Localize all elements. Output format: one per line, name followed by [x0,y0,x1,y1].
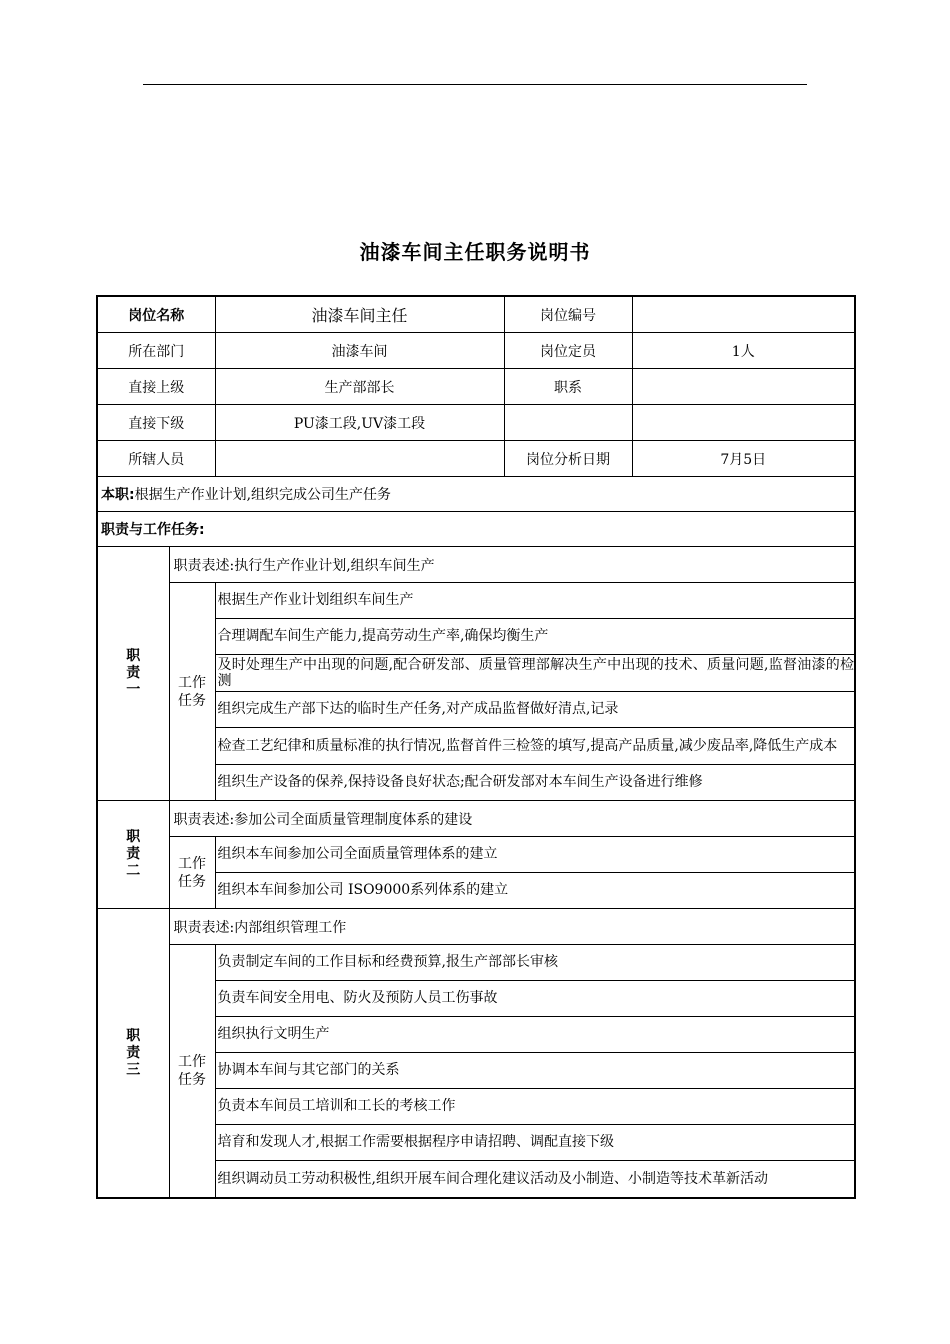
row-department [97,333,855,369]
job-family-value [632,369,855,405]
department-value: 油漆车间 [215,333,504,369]
duty-2-task-label: 工作任务 [169,837,215,909]
duty-3-description-row [97,909,855,945]
row-staff [97,441,855,477]
empty-cell [504,405,632,441]
duty-2-description: 职责表述:参加公司全面质量管理制度体系的建设 [169,801,855,837]
department-label: 所在部门 [97,333,215,369]
duties-header: 职责与工作任务: [97,512,855,547]
row-subordinate [97,405,855,441]
duty-3-task-label: 工作任务 [169,945,215,1199]
duty-2-description-row [97,801,855,837]
position-name-label: 岗位名称 [97,296,215,333]
empty-cell [632,405,855,441]
duty-2-task-row [97,837,855,873]
position-code-label: 岗位编号 [504,296,632,333]
staff-value [215,441,504,477]
headcount-value: 1人 [632,333,855,369]
analysis-date-value: 7月5日 [632,441,855,477]
row-superior [97,369,855,405]
duty-3-task: 组织执行文明生产 [215,1017,855,1053]
duty-3-task-row [97,945,855,981]
duty-1-description-row [97,547,855,583]
duty-1-task: 组织生产设备的保养,保持设备良好状态;配合研发部对本车间生产设备进行维修 [215,765,855,801]
duty-3-label: 职责三 [97,909,169,1199]
row-duties-header [97,512,855,547]
duty-2-task: 组织本车间参加公司全面质量管理体系的建立 [215,837,855,873]
duty-3-description: 职责表述:内部组织管理工作 [169,909,855,945]
duty-3-task: 培育和发现人才,根据工作需要根据程序申请招聘、调配直接下级 [215,1125,855,1161]
duty-1-task: 及时处理生产中出现的问题,配合研发部、质量管理部解决生产中出现的技术、质量问题,监督油漆的检测 [215,655,855,692]
core-duty-cell [97,477,855,512]
duty-2-task: 组织本车间参加公司 ISO9000系列体系的建立 [215,873,855,909]
duty-1-task: 组织完成生产部下达的临时生产任务,对产成品监督做好清点,记录 [215,692,855,728]
duty-2-label: 职责二 [97,801,169,909]
core-duty-text: 根据生产作业计划,组织完成公司生产任务 [134,487,392,503]
duty-3-task: 负责车间安全用电、防火及预防人员工伤事故 [215,981,855,1017]
duty-1-task-label: 工作任务 [169,583,215,801]
position-name-value: 油漆车间主任 [215,296,504,333]
duty-3-task: 负责制定车间的工作目标和经费预算,报生产部部长审核 [215,945,855,981]
job-family-label: 职系 [504,369,632,405]
staff-label: 所辖人员 [97,441,215,477]
duty-1-task: 合理调配车间生产能力,提高劳动生产率,确保均衡生产 [215,619,855,655]
headcount-label: 岗位定员 [504,333,632,369]
duty-1-task: 检查工艺纪律和质量标准的执行情况,监督首件三检签的填写,提高产品质量,减少废品率,降低生产成本 [215,728,855,765]
job-description-table [96,295,856,1199]
row-position-name [97,296,855,333]
duty-3-task: 协调本车间与其它部门的关系 [215,1053,855,1089]
subordinate-label: 直接下级 [97,405,215,441]
superior-value: 生产部部长 [215,369,504,405]
duty-1-label: 职责一 [97,547,169,801]
duty-3-task: 负责本车间员工培训和工长的考核工作 [215,1089,855,1125]
duty-1-task: 根据生产作业计划组织车间生产 [215,583,855,619]
document-title: 油漆车间主任职务说明书 [359,240,591,264]
core-duty-label: 本职: [101,487,135,503]
analysis-date-label: 岗位分析日期 [504,441,632,477]
position-code-value [632,296,855,333]
subordinate-value: PU漆工段,UV漆工段 [215,405,504,441]
row-core-duty [97,477,855,512]
duty-1-task-row [97,583,855,619]
duty-1-description: 职责表述:执行生产作业计划,组织车间生产 [169,547,855,583]
duty-3-task: 组织调动员工劳动积极性,组织开展车间合理化建议活动及小制造、小制造等技术革新活动 [215,1161,855,1199]
superior-label: 直接上级 [97,369,215,405]
header-rule [143,84,807,85]
